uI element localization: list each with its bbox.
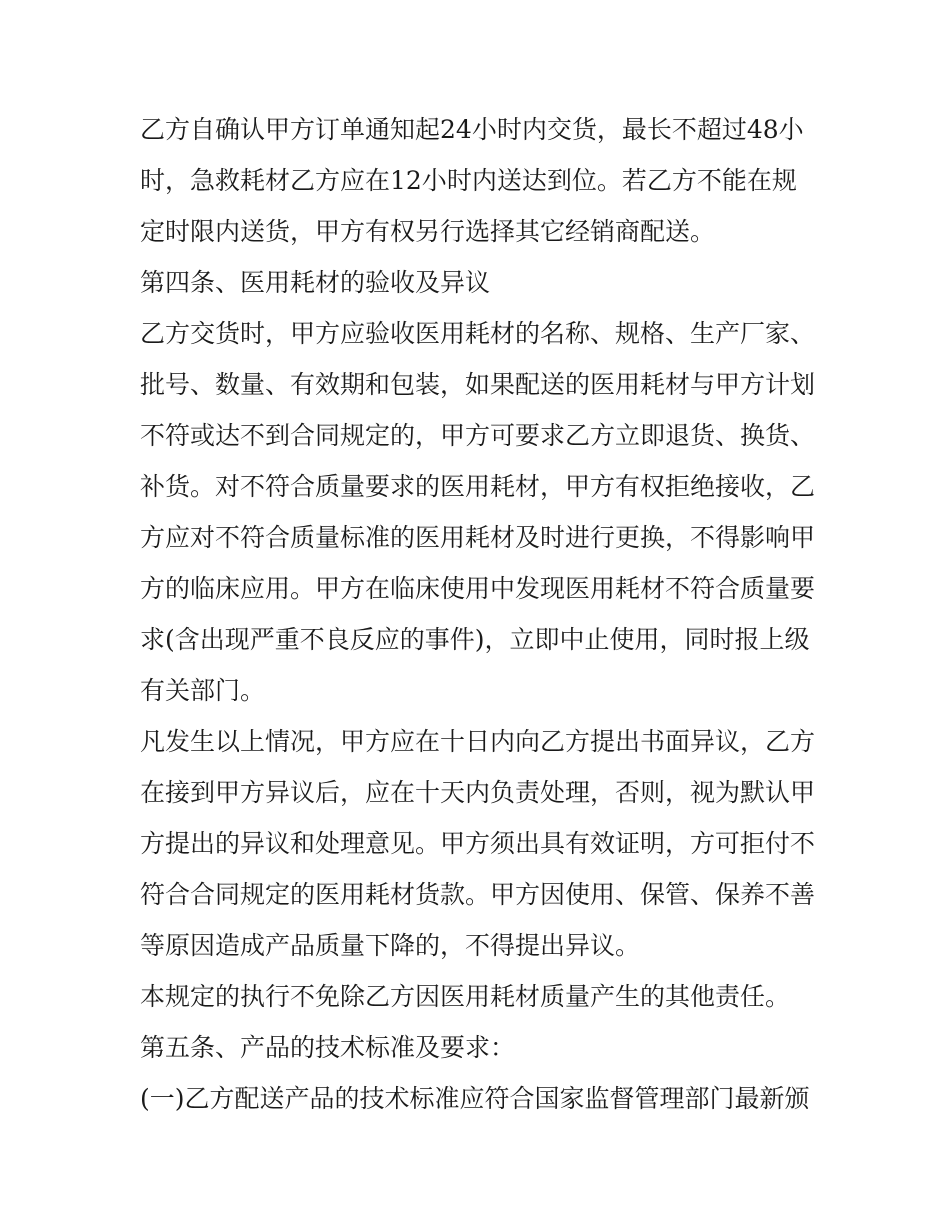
text-line: 本规定的执行不免除乙方因医用耗材质量产生的其他责任。 [140, 982, 791, 1011]
text-line: 时，急救耗材乙方应在12小时内送达到位。若乙方不能在规 [140, 166, 797, 195]
document-body [140, 104, 815, 1124]
text-line: 方应对不符合质量标准的医用耗材及时进行更换，不得影响甲 [140, 523, 816, 552]
text-line: 乙方自确认甲方订单通知起24小时内交货，最长不超过48小 [140, 115, 804, 144]
text-line: 不符或达不到合同规定的，甲方可要求乙方立即退货、换货、 [140, 421, 816, 450]
text-line: 凡发生以上情况，甲方应在十日内向乙方提出书面异议，乙方 [140, 727, 816, 756]
text-line: (一)乙方配送产品的技术标准应符合国家监督管理部门最新颁 [140, 1084, 810, 1113]
paragraph-objection [140, 716, 815, 971]
heading-line: 第五条、产品的技术标准及要求： [140, 1033, 516, 1062]
section-heading-article-4 [140, 257, 815, 308]
section-heading-article-5 [140, 1022, 815, 1073]
text-line: 定时限内送货，甲方有权另行选择其它经销商配送。 [140, 217, 716, 246]
text-line: 等原因造成产品质量下降的，不得提出异议。 [140, 931, 641, 960]
paragraph-technical-standard [140, 1073, 815, 1124]
text-line: 有关部门。 [140, 676, 266, 705]
text-line: 批号、数量、有效期和包装，如果配送的医用耗材与甲方计划 [140, 370, 816, 399]
text-line: 符合合同规定的医用耗材货款。甲方因使用、保管、保养不善 [140, 880, 816, 909]
text-line: 方的临床应用。甲方在临床使用中发现医用耗材不符合质量要 [140, 574, 816, 603]
paragraph-inspection [140, 308, 815, 716]
text-line: 求(含出现严重不良反应的事件)，立即中止使用，同时报上级 [140, 625, 810, 654]
text-line: 补货。对不符合质量要求的医用耗材，甲方有权拒绝接收，乙 [140, 472, 816, 501]
text-line: 乙方交货时，甲方应验收医用耗材的名称、规格、生产厂家、 [140, 319, 816, 348]
paragraph-delivery-time [140, 104, 815, 257]
heading-line: 第四条、医用耗材的验收及异议 [140, 268, 491, 297]
text-line: 在接到甲方异议后，应在十天内负责处理，否则，视为默认甲 [140, 778, 816, 807]
text-line: 方提出的异议和处理意见。甲方须出具有效证明，方可拒付不 [140, 829, 816, 858]
paragraph-liability [140, 971, 815, 1022]
